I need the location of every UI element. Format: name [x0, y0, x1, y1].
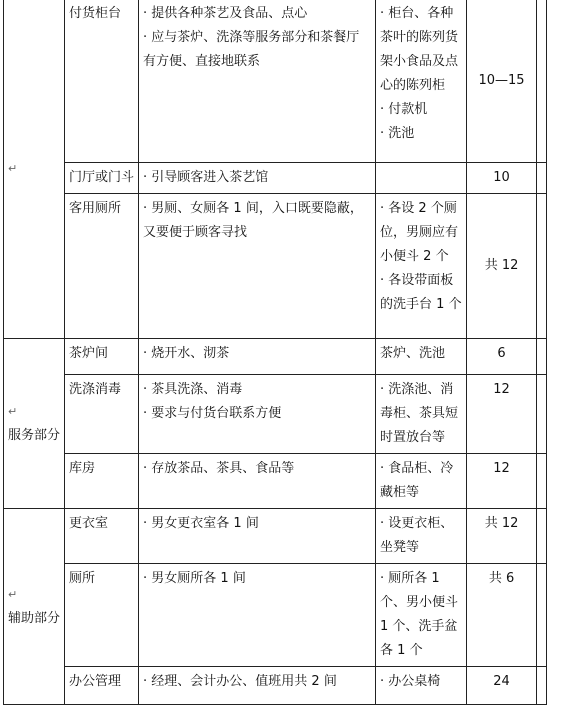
- area-cell: [467, 163, 537, 194]
- area-cell: [467, 339, 537, 375]
- facility-name-cell: [65, 339, 139, 375]
- area-value: 6: [497, 346, 506, 361]
- function-item: · 应与茶炉、洗涤等服务部分和茶餐厅有方便、直接地联系: [143, 30, 360, 69]
- equipment-item: · 设更衣柜、坐凳等: [380, 516, 454, 555]
- table-row: [4, 509, 547, 564]
- function-item: · 存放茶品、茶具、食品等: [143, 461, 295, 476]
- equipment-item: · 各设 2 个厕位，男厕应有小便斗 2 个: [380, 201, 459, 264]
- function-cell: [139, 509, 376, 564]
- row-end-cell: [537, 339, 547, 375]
- area-value: 12: [493, 382, 510, 397]
- equipment-item: 茶炉、洗池: [380, 346, 446, 361]
- equipment-item: · 付款机: [380, 102, 428, 117]
- function-item: · 男女厕所各 1 间: [143, 571, 246, 586]
- area-cell: [467, 375, 537, 454]
- equipment-item: · 柜台、各种茶叶的陈列货架小食品及点心的陈列柜: [380, 6, 459, 93]
- facility-name-cell: [65, 194, 139, 339]
- facility-name: 厕所: [69, 571, 96, 586]
- equipment-cell: [376, 163, 467, 194]
- area-cell: [467, 509, 537, 564]
- function-cell: [139, 0, 376, 163]
- table-row: [4, 564, 547, 667]
- category-cell: [4, 339, 65, 509]
- equipment-item: · 洗涤池、消毒柜、茶具短时置放台等: [380, 382, 459, 445]
- facility-name-cell: [65, 375, 139, 454]
- facility-name: 办公管理: [69, 674, 122, 689]
- function-item: · 提供各种茶艺及食品、点心: [143, 6, 308, 21]
- table-row: [4, 0, 547, 163]
- row-end-cell: [537, 564, 547, 667]
- area-value: 共 12: [484, 258, 519, 273]
- row-end-cell: [537, 454, 547, 509]
- table-row: [4, 194, 547, 339]
- area-value: 12: [493, 461, 510, 476]
- area-value: 10—15: [478, 72, 525, 88]
- function-item: · 引导顾客进入茶艺馆: [143, 170, 269, 185]
- area-value: 10: [493, 170, 510, 185]
- area-cell: [467, 0, 537, 163]
- row-end-cell: [537, 194, 547, 339]
- function-item: · 茶具洗涤、消毒: [143, 382, 243, 397]
- table-row: [4, 375, 547, 454]
- equipment-cell: [376, 454, 467, 509]
- equipment-item: · 洗池: [380, 126, 415, 141]
- category-label: 服务部分: [8, 427, 61, 443]
- facility-name: 洗涤消毒: [69, 382, 122, 397]
- facility-name: 库房: [69, 461, 96, 476]
- function-cell: [139, 163, 376, 194]
- function-cell: [139, 454, 376, 509]
- equipment-item: · 食品柜、冷藏柜等: [380, 461, 454, 500]
- facility-name-cell: [65, 509, 139, 564]
- facility-name: 付货柜台: [69, 6, 122, 21]
- table-row: [4, 339, 547, 375]
- area-value: 24: [493, 674, 510, 689]
- equipment-cell: [376, 375, 467, 454]
- facility-name-cell: [65, 0, 139, 163]
- function-cell: [139, 194, 376, 339]
- function-item: · 经理、会计办公、值班用共 2 间: [143, 674, 337, 689]
- facility-name: 客用厕所: [69, 201, 122, 216]
- table-row: [4, 667, 547, 705]
- function-cell: [139, 339, 376, 375]
- area-cell: [467, 667, 537, 705]
- facility-name-cell: [65, 564, 139, 667]
- equipment-cell: [376, 667, 467, 705]
- paragraph-mark: ↵: [8, 404, 18, 418]
- facility-table: [3, 0, 547, 705]
- facility-name-cell: [65, 667, 139, 705]
- facility-name-cell: [65, 454, 139, 509]
- row-end-cell: [537, 667, 547, 705]
- paragraph-mark: ↵: [8, 587, 18, 601]
- row-end-cell: [537, 163, 547, 194]
- area-cell: [467, 194, 537, 339]
- table-row: [4, 454, 547, 509]
- function-cell: [139, 375, 376, 454]
- paragraph-mark: ↵: [8, 161, 18, 175]
- equipment-item: · 厕所各 1 个、男小便斗 1 个、洗手盆各 1 个: [380, 571, 459, 658]
- category-cell: [4, 509, 65, 705]
- function-item: · 烧开水、沏茶: [143, 346, 230, 361]
- facility-name: 更衣室: [69, 516, 109, 531]
- row-end-cell: [537, 0, 547, 163]
- function-item: · 男厕、女厕各 1 间，入口既要隐蔽，又要便于顾客寻找: [143, 201, 363, 240]
- equipment-cell: [376, 564, 467, 667]
- category-cell: [4, 0, 65, 339]
- equipment-item: · 各设带面板的洗手台 1 个: [380, 273, 462, 312]
- row-end-cell: [537, 509, 547, 564]
- category-label: 辅助部分: [8, 610, 61, 626]
- area-value: 共 6: [488, 571, 515, 586]
- equipment-cell: [376, 509, 467, 564]
- function-cell: [139, 667, 376, 705]
- facility-name-cell: [65, 163, 139, 194]
- function-item: · 要求与付货台联系方便: [143, 406, 282, 421]
- function-cell: [139, 564, 376, 667]
- equipment-cell: [376, 0, 467, 163]
- area-cell: [467, 564, 537, 667]
- function-item: · 男女更衣室各 1 间: [143, 516, 259, 531]
- table-row: [4, 163, 547, 194]
- facility-name: 门厅或门斗: [69, 170, 135, 185]
- area-cell: [467, 454, 537, 509]
- area-value: 共 12: [484, 516, 519, 531]
- equipment-cell: [376, 194, 467, 339]
- equipment-item: · 办公桌椅: [380, 674, 441, 689]
- row-end-cell: [537, 375, 547, 454]
- equipment-cell: [376, 339, 467, 375]
- facility-name: 茶炉间: [69, 346, 109, 361]
